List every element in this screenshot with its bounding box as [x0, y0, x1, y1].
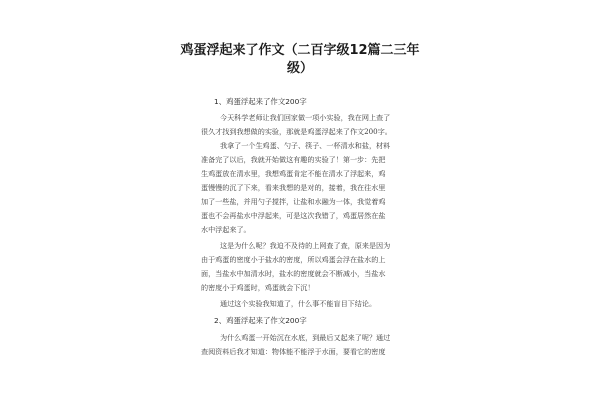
paragraph-line: 面，当盐水中加清水时，盐水的密度就会不断减小，当盐水	[201, 269, 386, 278]
paragraph-line: 很久才找到我想做的实验，那就是鸡蛋浮起来了作文200字。	[201, 127, 392, 136]
paragraph-line: 我拿了一个生鸡蛋、勺子、筷子、一杯清水和盐，材料	[220, 141, 391, 150]
paragraph-line: 今天科学老师让我们回家做一项小实验，我在网上查了	[220, 113, 391, 122]
paragraph-line: 水中浮起来了。	[201, 225, 251, 234]
paragraph-line: 蛋慢慢的沉了下来，看来我想的是对的，接着，我在往水里	[201, 183, 386, 192]
paragraph-line: 由于鸡蛋的密度小于盐水的密度，所以鸡蛋会浮在盐水的上	[201, 255, 386, 264]
paragraph-line: 加了一些盐，并用勺子搅拌，让盐和水融为一体，我觉着鸡	[201, 197, 386, 206]
paragraph-line: 通过这个实验我知道了，什么事不能盲目下结论。	[220, 299, 377, 308]
paragraph-line: 蛋也不会再盐水中浮起来，可是这次我错了，鸡蛋居然在盐	[201, 211, 386, 220]
paragraph-line: 为什么鸡蛋一开始沉在水底，到最后又起来了呢？通过	[220, 333, 391, 342]
paragraph-line: 生鸡蛋放在清水里，我想鸡蛋肯定不能在清水了浮起来，鸡	[201, 169, 386, 178]
paragraph-line: 的密度小于鸡蛋时，鸡蛋就会下沉！	[201, 283, 315, 292]
paragraph-line: 查阅资料后我才知道：物体能不能浮于水面，要看它的密度	[201, 347, 386, 356]
paragraph-line: 准备完了以后，我就开始做这有趣的实验了！第一步：先把	[201, 155, 386, 164]
section-2-heading: 2、鸡蛋浮起来了作文200字	[214, 316, 307, 325]
document-title-line-2: 级）	[286, 61, 313, 76]
section-1-heading: 1、鸡蛋浮起来了作文200字	[214, 97, 307, 106]
paragraph-line: 这是为什么呢？我迫不及待的上网查了查，原来是因为	[220, 241, 391, 250]
document-title-line-1: 鸡蛋浮起来了作文（二百字级12篇二三年	[180, 43, 420, 58]
